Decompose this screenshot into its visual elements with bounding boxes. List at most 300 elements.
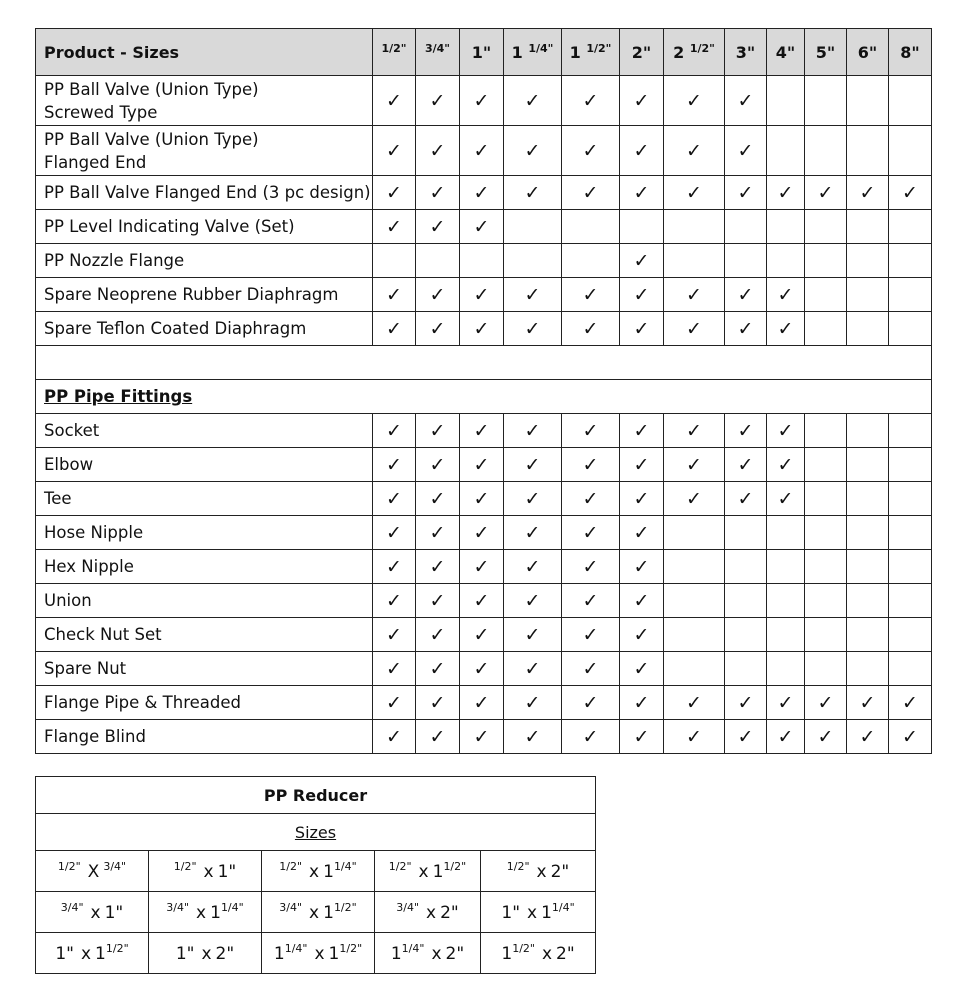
check-mark: ✓ (620, 482, 664, 516)
empty-cell (847, 414, 889, 448)
empty-cell (664, 244, 725, 278)
reducer-size-cell (481, 892, 596, 933)
check-mark: ✓ (504, 584, 562, 618)
check-mark: ✓ (664, 482, 725, 516)
empty-cell (847, 618, 889, 652)
reducer-to-whole: 1 (323, 903, 334, 923)
check-mark: ✓ (504, 448, 562, 482)
empty-cell (889, 126, 932, 176)
reducer-x-separator: x (431, 944, 442, 964)
size-header (416, 29, 460, 76)
empty-cell (767, 516, 805, 550)
check-mark: ✓ (460, 210, 504, 244)
check-mark: ✓ (725, 312, 767, 346)
product-name-line1: Spare Teflon Coated Diaphragm (44, 319, 307, 338)
reducer-from-fraction: 1/2" (388, 860, 412, 873)
reducer-size-cell (149, 892, 262, 933)
check-mark: ✓ (373, 414, 416, 448)
check-mark: ✓ (562, 652, 620, 686)
reducer-from-fraction: 1/2" (57, 860, 81, 873)
check-mark: ✓ (620, 516, 664, 550)
check-mark: ✓ (460, 652, 504, 686)
empty-cell (889, 210, 932, 244)
check-mark: ✓ (460, 550, 504, 584)
check-mark: ✓ (725, 176, 767, 210)
product-name-line1: PP Ball Valve (Union Type) (44, 129, 259, 149)
product-row (36, 414, 932, 448)
empty-cell (767, 210, 805, 244)
check-mark: ✓ (460, 126, 504, 176)
reducer-x-separator: X (87, 862, 100, 882)
size-fraction: 3/4" (424, 42, 451, 55)
product-row (36, 584, 932, 618)
reducer-size-cell (481, 933, 596, 974)
check-mark: ✓ (725, 448, 767, 482)
empty-cell (847, 584, 889, 618)
empty-cell (620, 210, 664, 244)
check-mark: ✓ (373, 550, 416, 584)
size-header (373, 29, 416, 76)
check-mark: ✓ (562, 516, 620, 550)
reducer-from-whole: 1 (390, 944, 402, 964)
reducer-to-fraction: 1/4" (333, 860, 357, 873)
check-mark: ✓ (373, 210, 416, 244)
reducer-from-whole: 1" (501, 903, 521, 923)
empty-cell (889, 618, 932, 652)
reducer-from-fraction: 1/4" (401, 942, 425, 955)
empty-cell (805, 312, 847, 346)
empty-cell (805, 278, 847, 312)
empty-cell (847, 482, 889, 516)
check-mark: ✓ (562, 618, 620, 652)
check-mark: ✓ (460, 720, 504, 754)
header-product-sizes: Product - Sizes (36, 29, 373, 76)
product-row (36, 652, 932, 686)
empty-cell (889, 482, 932, 516)
empty-cell (847, 210, 889, 244)
empty-cell (460, 244, 504, 278)
product-name (36, 414, 373, 448)
check-mark: ✓ (889, 686, 932, 720)
check-mark: ✓ (620, 686, 664, 720)
reducer-from-fraction: 1/2" (506, 860, 530, 873)
empty-cell (847, 278, 889, 312)
size-header (504, 29, 562, 76)
empty-cell (805, 550, 847, 584)
reducer-to-fraction: 1/4" (551, 901, 575, 914)
check-mark: ✓ (767, 482, 805, 516)
product-name (36, 652, 373, 686)
product-row (36, 448, 932, 482)
empty-cell (889, 244, 932, 278)
check-mark: ✓ (725, 686, 767, 720)
reducer-size-cell (36, 933, 149, 974)
reducer-x-separator: x (203, 862, 214, 882)
check-mark: ✓ (373, 516, 416, 550)
check-mark: ✓ (620, 618, 664, 652)
check-mark: ✓ (460, 618, 504, 652)
empty-cell (805, 516, 847, 550)
reducer-size-cell (262, 892, 375, 933)
reducer-to-whole: 2" (445, 944, 465, 964)
reducer-from-fraction: 3/4" (279, 901, 303, 914)
check-mark: ✓ (620, 584, 664, 618)
empty-cell (767, 652, 805, 686)
empty-cell (416, 244, 460, 278)
product-row (36, 618, 932, 652)
check-mark: ✓ (416, 618, 460, 652)
empty-cell (664, 516, 725, 550)
check-mark: ✓ (416, 312, 460, 346)
check-mark: ✓ (460, 584, 504, 618)
empty-cell (889, 516, 932, 550)
reducer-from-fraction: 3/4" (166, 901, 190, 914)
check-mark: ✓ (767, 176, 805, 210)
empty-cell (889, 278, 932, 312)
check-mark: ✓ (725, 278, 767, 312)
check-mark: ✓ (562, 312, 620, 346)
empty-cell (504, 244, 562, 278)
empty-cell (805, 482, 847, 516)
check-mark: ✓ (664, 720, 725, 754)
reducer-to-whole: 1 (328, 944, 340, 964)
check-mark: ✓ (504, 482, 562, 516)
empty-cell (725, 584, 767, 618)
check-mark: ✓ (504, 76, 562, 126)
empty-cell (725, 244, 767, 278)
check-mark: ✓ (504, 414, 562, 448)
product-name (36, 618, 373, 652)
empty-cell (847, 448, 889, 482)
empty-cell (847, 76, 889, 126)
product-size-table (35, 28, 932, 754)
empty-cell (562, 210, 620, 244)
reducer-from-fraction: 1/2" (173, 860, 197, 873)
empty-cell (805, 244, 847, 278)
reducer-to-whole: 1 (323, 862, 334, 882)
empty-cell (664, 210, 725, 244)
size-whole: 5" (815, 43, 836, 62)
reducer-from-fraction: 1/2" (512, 942, 535, 955)
product-name-line1: Hex Nipple (44, 557, 134, 576)
empty-cell (767, 244, 805, 278)
check-mark: ✓ (767, 312, 805, 346)
check-mark: ✓ (725, 126, 767, 176)
size-header (562, 29, 620, 76)
product-row (36, 210, 932, 244)
check-mark: ✓ (373, 126, 416, 176)
empty-cell (889, 652, 932, 686)
check-mark: ✓ (460, 482, 504, 516)
product-name-line1: Elbow (44, 455, 94, 474)
blank-row (36, 346, 932, 380)
check-mark: ✓ (847, 686, 889, 720)
reducer-title-row (36, 777, 596, 814)
reducer-to-whole: 1" (104, 903, 124, 923)
empty-cell (889, 76, 932, 126)
check-mark: ✓ (416, 210, 460, 244)
check-mark: ✓ (664, 686, 725, 720)
empty-cell (504, 210, 562, 244)
empty-cell (805, 652, 847, 686)
size-header (664, 29, 725, 76)
check-mark: ✓ (373, 720, 416, 754)
reducer-to-whole: 2" (215, 944, 235, 964)
product-row (36, 76, 932, 126)
empty-cell (889, 550, 932, 584)
check-mark: ✓ (620, 720, 664, 754)
product-name-line1: Check Nut Set (44, 625, 162, 644)
check-mark: ✓ (562, 126, 620, 176)
reducer-to-whole: 2" (550, 862, 570, 882)
reducer-x-separator: x (309, 903, 320, 923)
check-mark: ✓ (373, 448, 416, 482)
reducer-to-whole: 1 (95, 944, 106, 964)
empty-cell (725, 652, 767, 686)
empty-cell (767, 584, 805, 618)
reducer-x-separator: x (527, 903, 538, 923)
empty-cell (725, 516, 767, 550)
size-whole: 4" (775, 43, 796, 62)
size-whole: 1" (471, 43, 492, 62)
check-mark: ✓ (373, 76, 416, 126)
product-name (36, 278, 373, 312)
size-header (805, 29, 847, 76)
check-mark: ✓ (373, 584, 416, 618)
check-mark: ✓ (664, 414, 725, 448)
reducer-from-whole: 1 (501, 944, 513, 964)
check-mark: ✓ (725, 720, 767, 754)
size-whole: 6" (857, 43, 878, 62)
check-mark: ✓ (416, 414, 460, 448)
reducer-to-fraction: 1/2" (339, 942, 363, 955)
check-mark: ✓ (504, 618, 562, 652)
header-row (36, 29, 932, 76)
check-mark: ✓ (504, 516, 562, 550)
reducer-to-fraction: 1/2" (105, 942, 129, 955)
reducer-size-cell (36, 851, 149, 892)
check-mark: ✓ (620, 278, 664, 312)
reducer-size-cell (481, 851, 596, 892)
product-name-line1: Hose Nipple (44, 523, 144, 542)
reducer-size-cell (375, 933, 481, 974)
reducer-to-whole: 1 (210, 903, 221, 923)
check-mark: ✓ (416, 278, 460, 312)
size-whole: 3" (735, 43, 756, 62)
product-name (36, 76, 373, 126)
empty-cell (847, 244, 889, 278)
reducer-x-separator: x (201, 944, 212, 964)
check-mark: ✓ (847, 176, 889, 210)
reducer-to-whole: 2" (440, 903, 459, 923)
check-mark: ✓ (664, 126, 725, 176)
reducer-row (36, 892, 596, 933)
check-mark: ✓ (416, 720, 460, 754)
check-mark: ✓ (504, 686, 562, 720)
reducer-size-cell (149, 851, 262, 892)
check-mark: ✓ (460, 176, 504, 210)
check-mark: ✓ (504, 126, 562, 176)
check-mark: ✓ (805, 176, 847, 210)
reducer-from-fraction: 3/4" (396, 901, 420, 914)
check-mark: ✓ (620, 244, 664, 278)
empty-cell (805, 584, 847, 618)
empty-cell (847, 550, 889, 584)
reducer-from-whole: 1 (273, 944, 285, 964)
check-mark: ✓ (562, 278, 620, 312)
check-mark: ✓ (416, 686, 460, 720)
check-mark: ✓ (767, 414, 805, 448)
check-mark: ✓ (620, 176, 664, 210)
check-mark: ✓ (889, 720, 932, 754)
blank-cell (36, 346, 932, 380)
reducer-size-cell (262, 933, 375, 974)
reducer-x-separator: x (196, 903, 207, 923)
check-mark: ✓ (562, 584, 620, 618)
reducer-x-separator: x (426, 903, 437, 923)
product-row (36, 176, 932, 210)
check-mark: ✓ (562, 720, 620, 754)
empty-cell (767, 618, 805, 652)
product-name-line1: Socket (44, 421, 100, 440)
check-mark: ✓ (664, 278, 725, 312)
product-name-line1: Tee (44, 489, 72, 508)
size-whole: 8" (900, 43, 920, 62)
empty-cell (725, 618, 767, 652)
size-header (460, 29, 504, 76)
product-name (36, 244, 373, 278)
reducer-size-cell (262, 851, 375, 892)
check-mark: ✓ (847, 720, 889, 754)
product-name-line1: Flange Blind (44, 727, 146, 746)
reducer-subtitle-cell (36, 814, 596, 851)
check-mark: ✓ (620, 312, 664, 346)
size-whole: 1 (511, 43, 529, 62)
check-mark: ✓ (767, 686, 805, 720)
check-mark: ✓ (725, 482, 767, 516)
empty-cell (805, 126, 847, 176)
size-whole: 1 (569, 43, 587, 62)
reducer-size-cell (149, 933, 262, 974)
reducer-size-cell (375, 892, 481, 933)
check-mark: ✓ (767, 720, 805, 754)
empty-cell (847, 126, 889, 176)
reducer-to-whole: 1" (217, 862, 237, 882)
size-header (767, 29, 805, 76)
check-mark: ✓ (620, 126, 664, 176)
check-mark: ✓ (504, 652, 562, 686)
reducer-to-fraction: 1/4" (220, 901, 244, 914)
reducer-title: PP Reducer (36, 777, 596, 814)
empty-cell (847, 312, 889, 346)
check-mark: ✓ (416, 550, 460, 584)
check-mark: ✓ (460, 414, 504, 448)
check-mark: ✓ (460, 278, 504, 312)
product-name (36, 126, 373, 176)
reducer-subtitle: Sizes (294, 822, 337, 842)
size-whole: 2 (673, 43, 690, 62)
reducer-from-fraction: 1/4" (284, 942, 308, 955)
product-name (36, 448, 373, 482)
check-mark: ✓ (416, 584, 460, 618)
empty-cell (847, 516, 889, 550)
reducer-x-separator: x (309, 862, 320, 882)
product-name (36, 550, 373, 584)
empty-cell (889, 414, 932, 448)
reducer-size-cell (375, 851, 481, 892)
product-row (36, 278, 932, 312)
empty-cell (847, 652, 889, 686)
empty-cell (664, 652, 725, 686)
product-row (36, 482, 932, 516)
size-fraction: 1/2" (586, 42, 612, 55)
empty-cell (889, 448, 932, 482)
empty-cell (805, 448, 847, 482)
empty-cell (767, 550, 805, 584)
product-row (36, 312, 932, 346)
reducer-to-fraction: 1/2" (443, 860, 467, 873)
check-mark: ✓ (504, 176, 562, 210)
reducer-row (36, 933, 596, 974)
check-mark: ✓ (562, 176, 620, 210)
check-mark: ✓ (504, 550, 562, 584)
check-mark: ✓ (460, 76, 504, 126)
product-name-line2: Screwed Type (44, 102, 158, 122)
check-mark: ✓ (416, 176, 460, 210)
check-mark: ✓ (562, 414, 620, 448)
size-fraction: 1/4" (528, 42, 554, 55)
reducer-to-whole: 1 (541, 903, 552, 923)
section-row (36, 380, 932, 414)
product-name (36, 210, 373, 244)
check-mark: ✓ (416, 448, 460, 482)
check-mark: ✓ (373, 482, 416, 516)
empty-cell (373, 244, 416, 278)
size-header (725, 29, 767, 76)
check-mark: ✓ (373, 652, 416, 686)
check-mark: ✓ (889, 176, 932, 210)
empty-cell (725, 550, 767, 584)
check-mark: ✓ (373, 278, 416, 312)
check-mark: ✓ (416, 652, 460, 686)
check-mark: ✓ (373, 176, 416, 210)
empty-cell (767, 126, 805, 176)
reducer-table (35, 776, 596, 974)
check-mark: ✓ (460, 686, 504, 720)
size-header (847, 29, 889, 76)
product-name-line1: Spare Nut (44, 659, 127, 678)
size-header (889, 29, 932, 76)
reducer-from-fraction: 1/2" (279, 860, 303, 873)
reducer-subtitle-row (36, 814, 596, 851)
check-mark: ✓ (664, 448, 725, 482)
reducer-size-cell (36, 892, 149, 933)
product-name (36, 482, 373, 516)
empty-cell (767, 76, 805, 126)
size-fraction: 1/2" (689, 42, 715, 55)
check-mark: ✓ (460, 312, 504, 346)
check-mark: ✓ (562, 686, 620, 720)
check-mark: ✓ (725, 76, 767, 126)
reducer-to-whole: 1 (432, 862, 444, 882)
check-mark: ✓ (664, 176, 725, 210)
product-name (36, 176, 373, 210)
product-row (36, 686, 932, 720)
product-name-line1: PP Level Indicating Valve (Set) (44, 217, 295, 236)
empty-cell (805, 76, 847, 126)
check-mark: ✓ (504, 720, 562, 754)
product-name-line1: Flange Pipe & Threaded (44, 693, 241, 712)
